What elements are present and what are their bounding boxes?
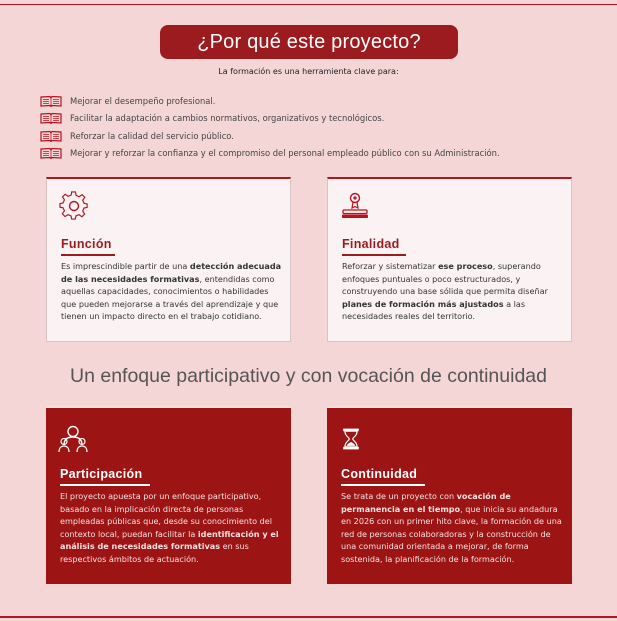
list-item-text: Reforzar la calidad del servicio público. (70, 130, 234, 141)
people-icon (58, 424, 88, 454)
list-item-text: Mejorar el desempeño profesional. (70, 95, 216, 106)
hourglass-icon (338, 426, 364, 452)
open-book-icon (40, 130, 62, 142)
list-item (40, 92, 500, 110)
open-book-icon (40, 112, 62, 124)
title-underline (60, 484, 150, 486)
title-underline (61, 254, 115, 256)
list-item (40, 127, 500, 145)
list-item (40, 145, 500, 163)
continuidad-text: Se trata de un proyecto con vocación de permanencia en el tiempo, que inicia su andadura en 2026 con un primer hito clave, la formación de una red de personas colaboradoras y la construcción de una comunidad orientada a mejorar, de forma sostenida, la planificación de la formación. (341, 491, 562, 564)
participacion-title: Participación (60, 467, 143, 481)
finalidad-text: Reforzar y sistematizar ese proceso, superando enfoques puntuales o poco estructurados, y construyendo una base sólida que permita diseñar planes de formación más ajustados a las necesidades reales del territorio. (342, 261, 548, 321)
award-book-icon (340, 191, 370, 221)
participacion-text: El proyecto apuesta por un enfoque participativo, basado en la implicación directa de personas empleadas públicas que, desde su conocimiento del contexto local, puedan facilitar la identificación y el análisis de necesidades formativas en sus respectivos ámbitos de actuación. (60, 491, 279, 564)
top-border (0, 4, 617, 5)
intro-text: La formación es una herramienta clave para: (218, 67, 399, 76)
funcion-card (46, 177, 291, 342)
funcion-title: Función (61, 237, 112, 251)
list-item (40, 110, 500, 128)
benefits-list (40, 92, 500, 162)
title-underline (342, 254, 406, 256)
bottom-border (0, 616, 617, 618)
participacion-card (46, 406, 291, 584)
finalidad-title: Finalidad (342, 237, 400, 251)
page-title: ¿Por qué este proyecto? (160, 25, 458, 59)
continuidad-card (327, 406, 572, 584)
open-book-icon (40, 95, 62, 107)
open-book-icon (40, 147, 62, 159)
list-item-text: Mejorar y reforzar la confianza y el compromiso del personal empleado público con su Administración. (70, 148, 500, 159)
list-item-text: Facilitar la adaptación a cambios normativos, organizativos y tecnológicos. (70, 113, 385, 124)
continuidad-title: Continuidad (341, 467, 418, 481)
funcion-text: Es imprescindible partir de una detección adecuada de las necesidades formativas, entendidas como aquellas capacidades, conocimientos o habilidades que pueden mejorarse a través del aprendizaje y que tienen un impacto directo en el trabajo cotidiano. (61, 261, 282, 321)
finalidad-card (327, 177, 572, 342)
section-title: Un enfoque participativo y con vocación de continuidad (70, 365, 547, 387)
gear-icon (59, 191, 89, 221)
title-underline (341, 484, 425, 486)
